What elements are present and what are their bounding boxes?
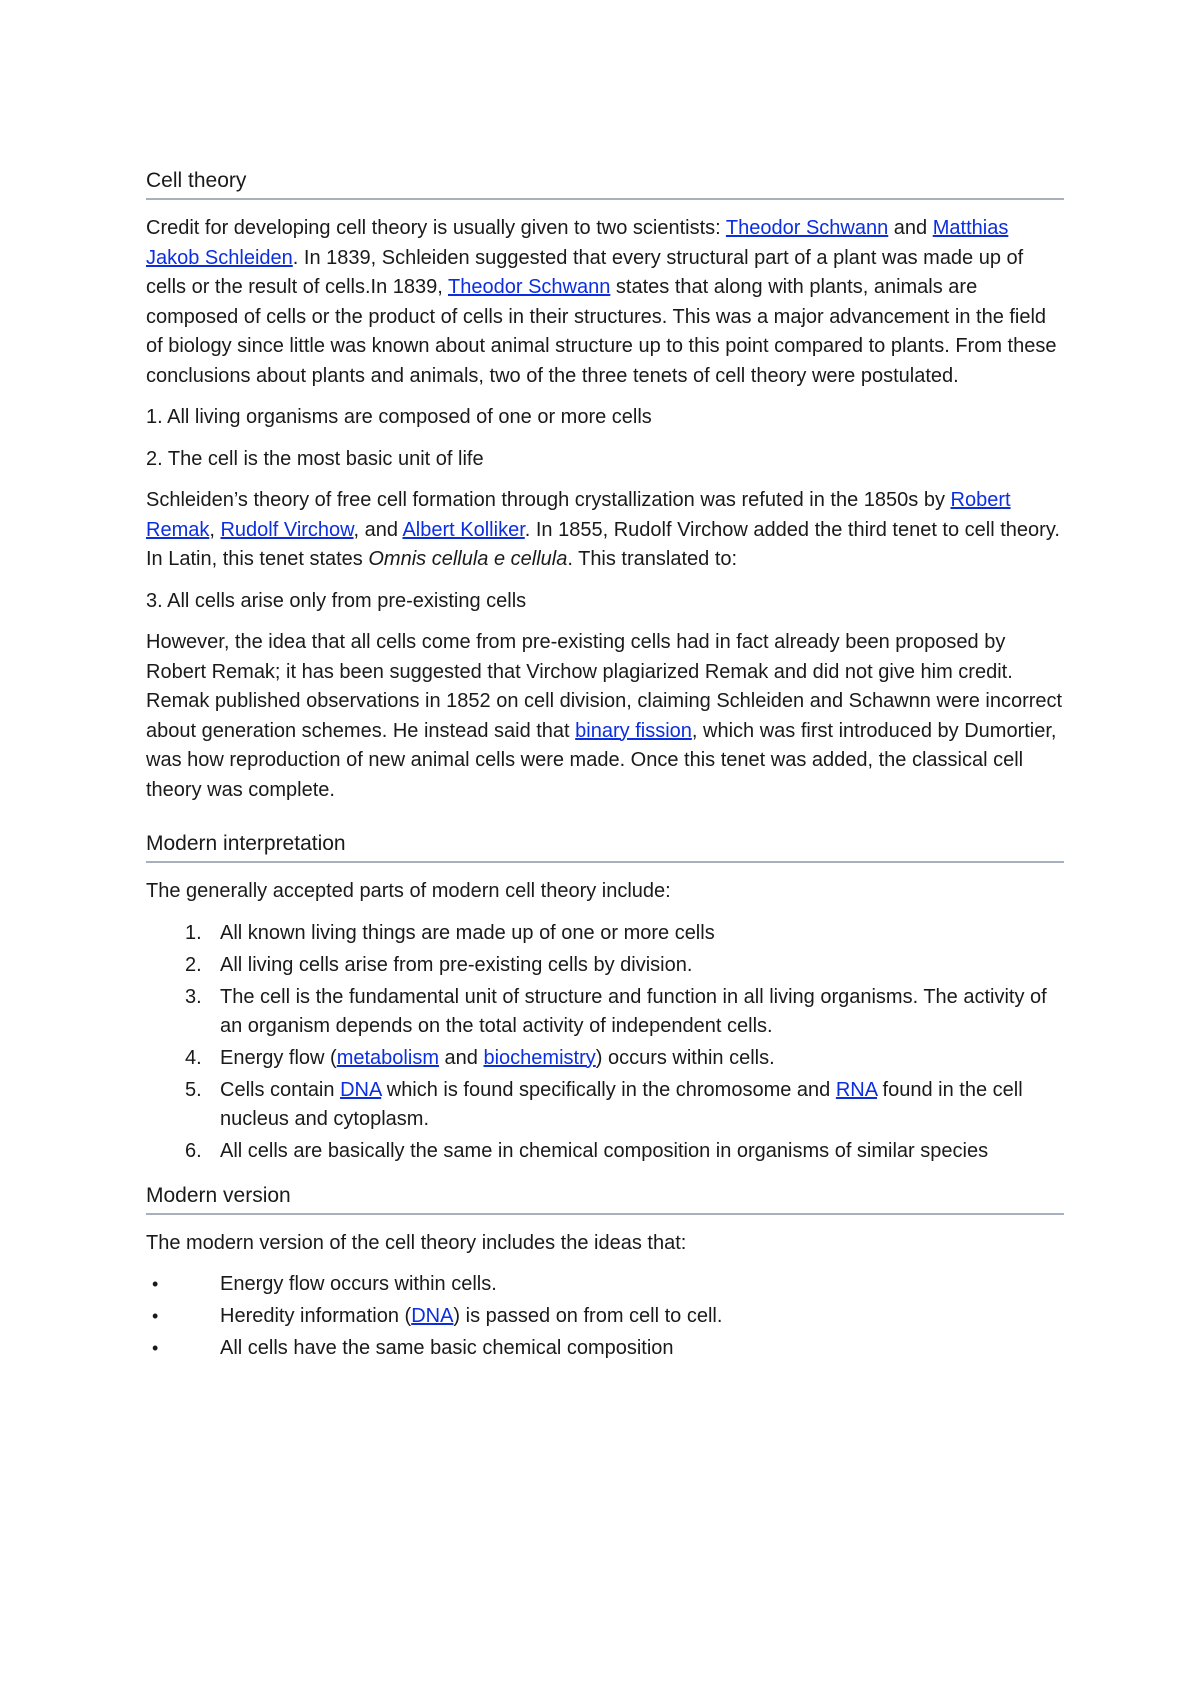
text-run: which is found specifically in the chromosome and [381,1078,836,1101]
list-number: 3. [185,985,202,1008]
list-number: 6. [185,1139,202,1162]
link-theodor-schwann[interactable]: Theodor Schwann [725,217,889,239]
list-item [146,1302,1064,1331]
list-item-text [220,1047,775,1069]
bullet-icon: • [152,1306,159,1326]
text-run: However, the idea that all cells come from pre-existing cells had in fact already been proposed by Robert Remak; it has been suggested that Virchow plagiarized Remak and did not give him credit. Remak published observations in 1852 on cell division, claiming Schleiden and Schawnn were incorrect about generation schemes. He instead said that [146,631,1063,742]
text-run: found in the cell nucleus and cytoplasm. [220,1078,1023,1130]
link-robert-remak[interactable]: Robert Remak [146,489,1011,541]
document-page [146,168,1064,1366]
list-item [146,1044,1064,1073]
paragraph-remak [146,628,1064,805]
tenet-3: 3. All cells arise only from pre-existing cells [146,589,527,612]
bullet-icon: • [152,1338,159,1358]
section-heading-cell-theory: Cell theory [146,168,1064,200]
text-run: Credit for developing cell theory is usually given to two scientists: [146,217,726,239]
link-dna-heredity[interactable]: DNA [411,1305,454,1327]
tenet-1: 1. All living organisms are composed of one or more cells [146,406,652,428]
text-run: and [888,217,933,239]
text-run: , [209,518,221,541]
list-item-text [220,1305,722,1327]
text-run: , and [353,518,403,541]
list-item [146,1137,1064,1166]
list-number: 1. [185,921,202,944]
link-albert-kolliker[interactable]: Albert Kolliker [402,518,525,541]
list-item [146,919,1064,948]
list-item [146,951,1064,980]
text-run: Heredity information ( [220,1305,412,1327]
paragraph-credit [146,214,1064,391]
list-item-text: All cells have the same basic chemical composition [220,1337,674,1359]
link-rudolf-virchow[interactable]: Rudolf Virchow [220,518,354,541]
section-heading-modern-interpretation: Modern interpretation [146,831,1064,863]
list-number: 5. [185,1078,202,1101]
list-number: 4. [185,1046,202,1069]
bullet-icon: • [152,1274,159,1294]
list-item-text: All living cells arise from pre-existing cells by division. [220,953,693,976]
text-run: and [438,1046,484,1069]
link-metabolism[interactable]: metabolism [336,1046,439,1069]
list-item [146,1076,1064,1134]
link-biochemistry[interactable]: biochemistry [483,1046,596,1069]
list-item [146,1270,1064,1299]
text-run: Schleiden’s theory of free cell formation through crystallization was refuted in the 1850s by [146,489,951,511]
link-theodor-schwann-2[interactable]: Theodor Schwann [448,276,611,298]
text-run: . In 1839, Schleiden suggested that every structural part of a plant was made up of cells or the result of cells.In 1839, [146,246,1024,298]
modern-version-intro: The modern version of the cell theory includes the ideas that: [146,1231,687,1254]
list-item-text: The cell is the fundamental unit of structure and function in all living organisms. The activity of an organism depends on the total activity of independent cells. [220,985,1047,1037]
tenet-2: 2. The cell is the most basic unit of life [146,447,484,470]
list-item [146,983,1064,1041]
text-run: states that along with plants, animals are composed of cells or the product of cells in their structures. This was a major advancement in the field of biology since little was known about animal structure up to this point compared to plants. From these conclusions about plants and animals, two of the three tenets of cell theory were postulated. [146,276,1057,387]
link-matthias-jakob-schleiden[interactable]: Matthias Jakob Schleiden [146,217,1009,269]
text-run: Cells contain [220,1078,341,1101]
text-run: ) is passed on from cell to cell. [453,1305,723,1327]
list-item [146,1334,1064,1363]
link-rna[interactable]: RNA [835,1078,877,1101]
text-run: , which was first introduced by Dumortier, was how reproduction of new animal cells were made. Once this tenet was added, the classical cell theory was complete. [146,719,1057,801]
list-item-text [220,1079,1023,1130]
latin-phrase: Omnis cellula e cellula [368,548,568,570]
text-run: ) occurs within cells. [595,1046,775,1069]
section-heading-modern-version: Modern version [146,1183,1064,1215]
modern-version-list [146,1270,1064,1363]
list-item-text: All cells are basically the same in chemical composition in organisms of similar species [220,1139,989,1162]
link-dna[interactable]: DNA [340,1078,382,1101]
list-item-text: All known living things are made up of one or more cells [220,921,715,944]
text-run: . In 1855, Rudolf Virchow added the third tenet to cell theory. In Latin, this tenet states [146,518,1060,570]
list-number: 2. [185,953,202,976]
text-run: . This translated to: [567,548,738,570]
list-item-text: Energy flow occurs within cells. [220,1273,497,1295]
modern-interpretation-intro: The generally accepted parts of modern cell theory include: [146,880,671,902]
paragraph-schleiden-theory [146,486,1064,575]
text-run: Energy flow ( [220,1046,337,1069]
link-binary-fission[interactable]: binary fission [575,719,692,742]
modern-interpretation-list [146,919,1064,1166]
